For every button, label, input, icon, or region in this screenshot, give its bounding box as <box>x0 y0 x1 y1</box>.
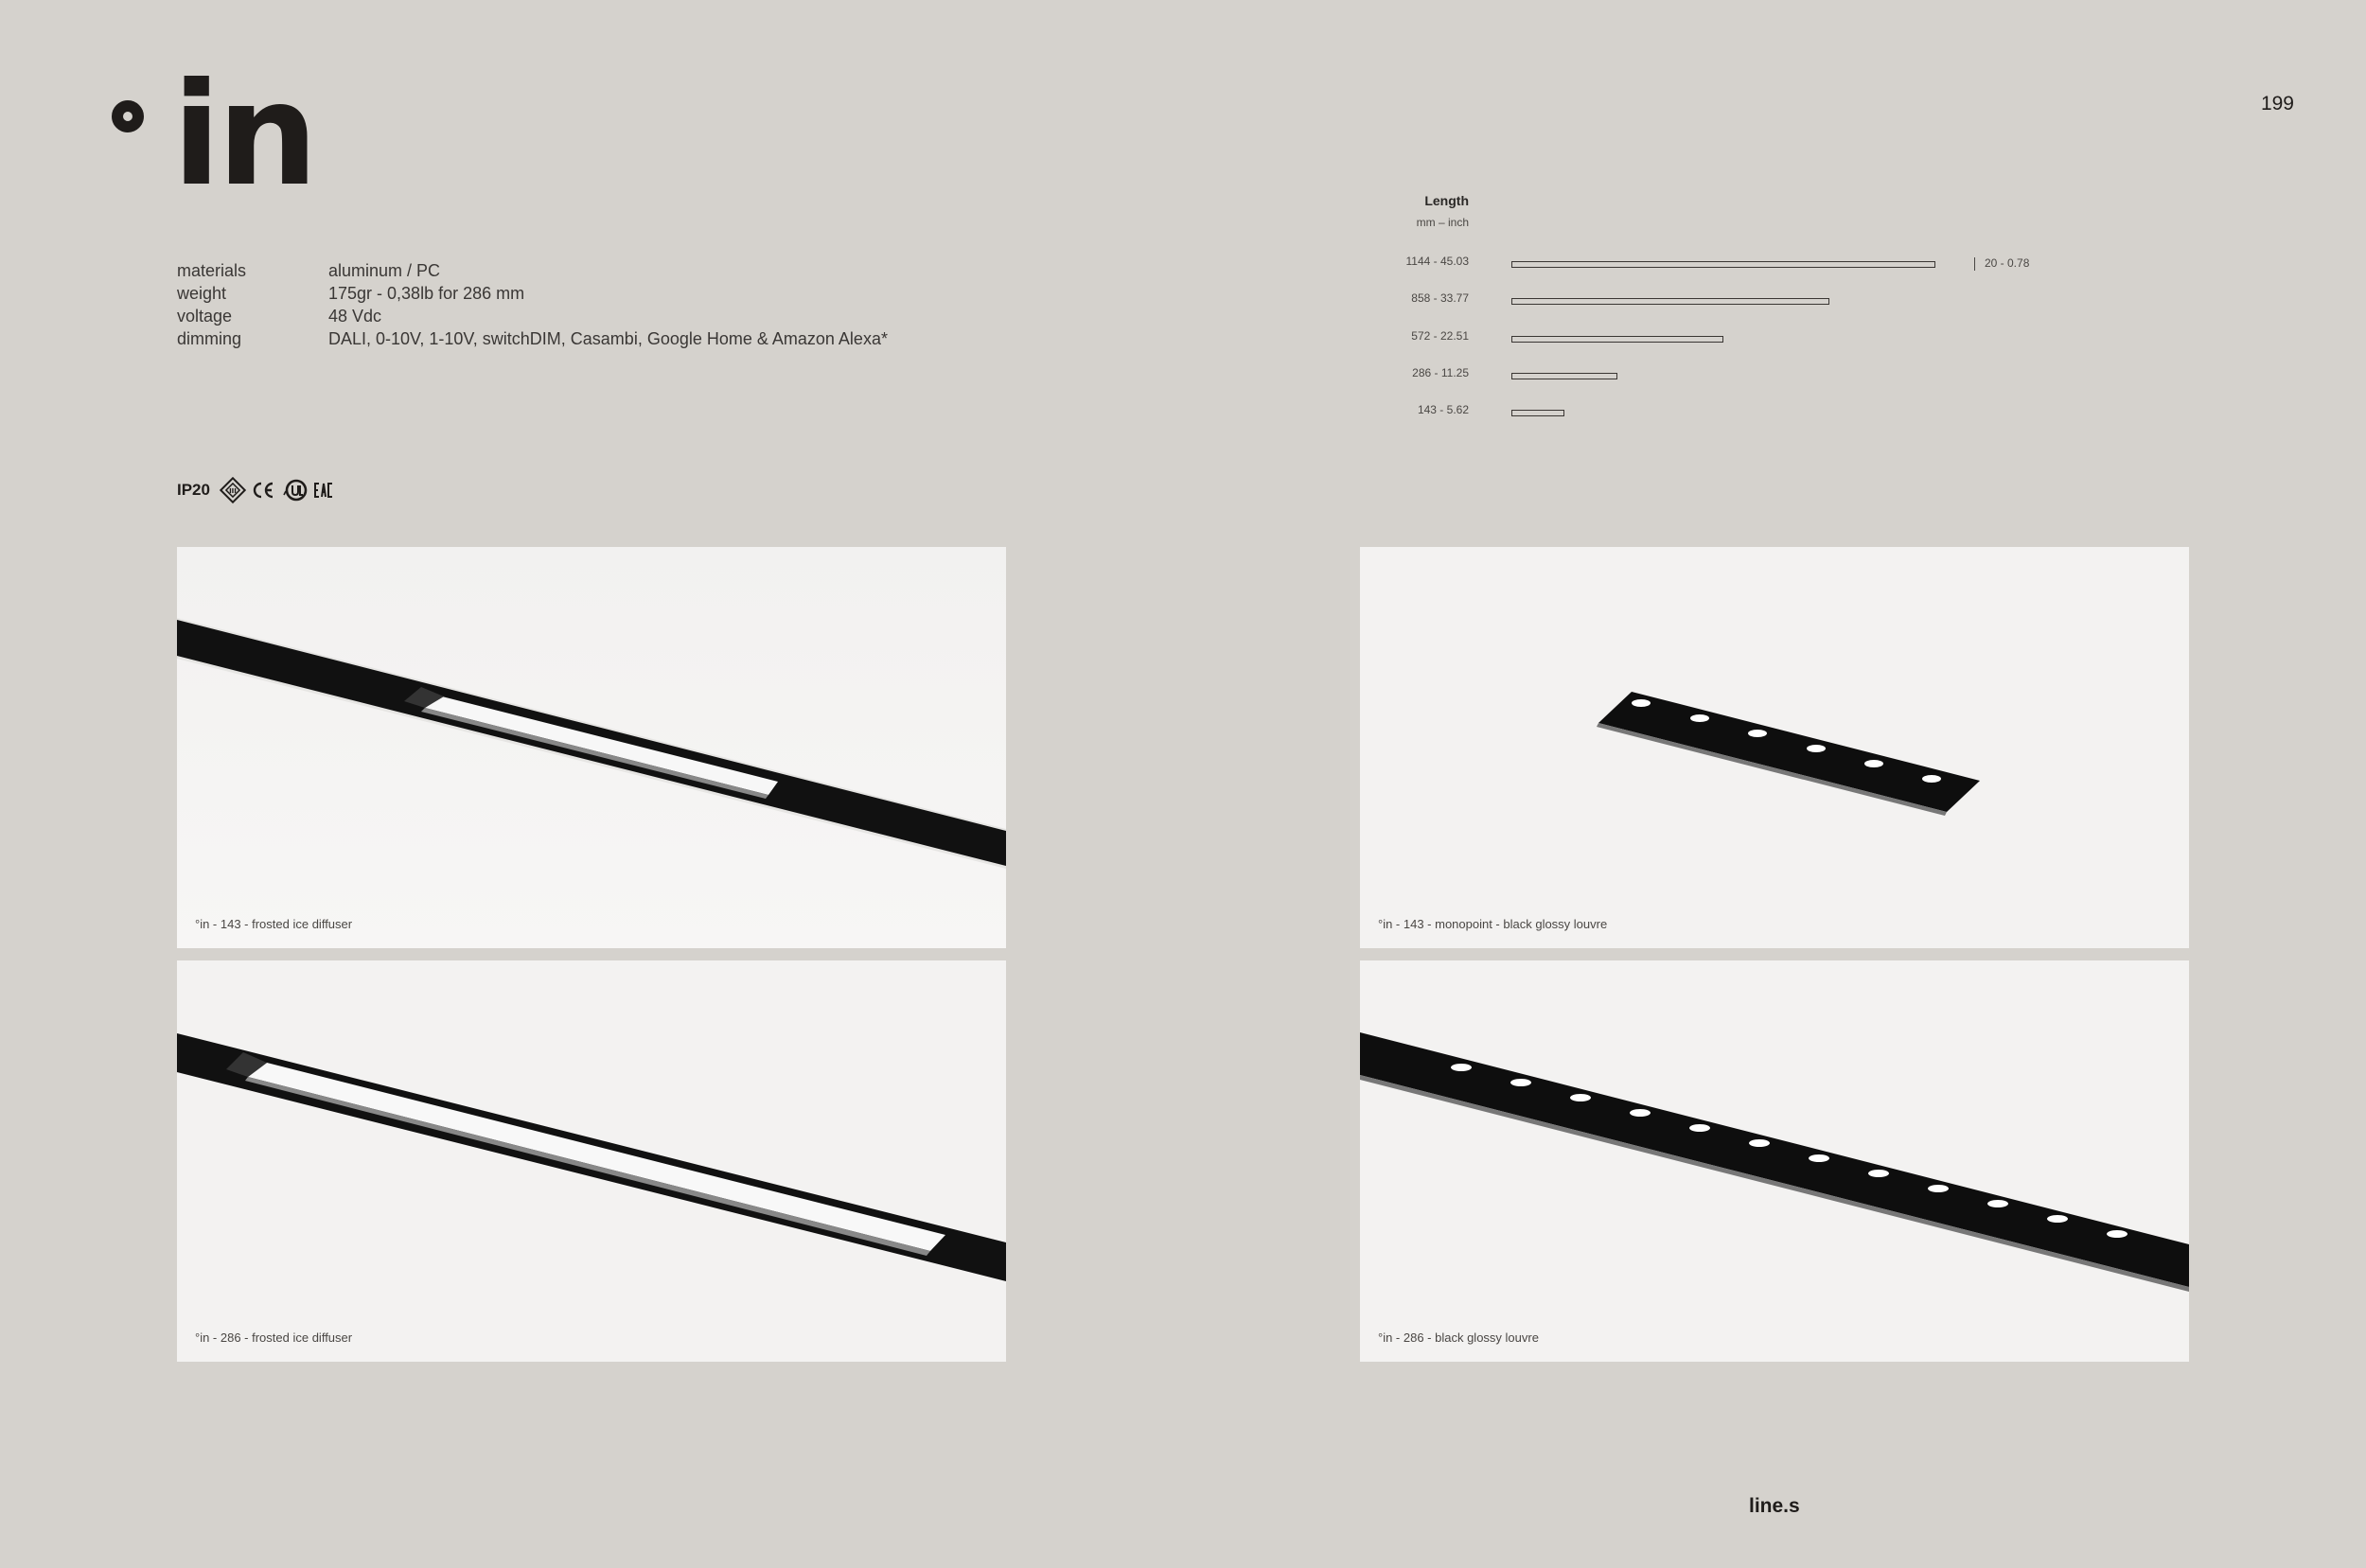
bar-label: 858 - 33.77 <box>1411 291 1469 305</box>
length-bar <box>1511 373 1617 379</box>
bar-label: 286 - 11.25 <box>1412 366 1469 379</box>
chart-unit: mm – inch <box>1416 216 1469 229</box>
length-bar <box>1511 410 1564 416</box>
photo-caption: °in - 143 - monopoint - black glossy louvre <box>1378 917 1608 931</box>
spec-row <box>177 327 888 350</box>
ce-mark-icon <box>252 481 276 500</box>
length-chart <box>1325 187 2082 433</box>
photo-caption: °in - 143 - frosted ice diffuser <box>195 917 353 931</box>
spec-value: 175gr - 0,38lb for 286 mm <box>328 284 525 303</box>
spec-row <box>177 259 888 282</box>
chart-title: Length <box>1424 193 1469 208</box>
svg-text:III: III <box>229 487 237 495</box>
product-photo <box>1360 547 2189 948</box>
spec-row <box>177 282 888 305</box>
logo <box>112 53 315 218</box>
track-frosted-long-illustration <box>177 960 1006 1362</box>
spec-value: aluminum / PC <box>328 261 441 280</box>
spec-label: weight <box>177 284 227 303</box>
footer-brand: line.s <box>1749 1495 1800 1517</box>
length-bar <box>1511 261 1935 268</box>
bar-label: 1144 - 45.03 <box>1405 255 1469 268</box>
spec-label: voltage <box>177 307 233 326</box>
specs-table <box>177 259 888 350</box>
length-bar <box>1511 336 1723 343</box>
degree-mark <box>112 100 144 132</box>
track-frosted-illustration <box>177 547 1006 948</box>
logo-text: in <box>172 53 315 218</box>
product-photo <box>1360 960 2189 1362</box>
ip-rating: IP20 <box>177 481 210 499</box>
louvre-long-illustration <box>1360 960 2189 1362</box>
length-bar <box>1511 298 1829 305</box>
spec-row <box>177 305 888 327</box>
photo-caption: °in - 286 - black glossy louvre <box>1378 1330 1539 1345</box>
photo-caption: °in - 286 - frosted ice diffuser <box>195 1330 353 1345</box>
ul-mark-icon <box>282 478 309 502</box>
height-label: 20 - 0.78 <box>1985 256 2030 270</box>
tick-mark <box>1974 257 1975 271</box>
product-photo <box>177 960 1006 1362</box>
spec-label: dimming <box>177 329 242 348</box>
bar-label: 572 - 22.51 <box>1411 329 1469 343</box>
louvre-short-illustration <box>1360 547 2189 948</box>
spec-value: 48 Vdc <box>328 307 382 326</box>
eac-mark-icon <box>314 482 333 499</box>
bar-label: 143 - 5.62 <box>1417 403 1469 416</box>
spec-label: materials <box>177 261 247 280</box>
page-number: 199 <box>2260 93 2294 115</box>
spec-value: DALI, 0-10V, 1-10V, switchDIM, Casambi, Google Home & Amazon Alexa* <box>328 329 888 348</box>
product-photo <box>177 547 1006 948</box>
led-class-icon <box>220 477 246 503</box>
certifications <box>177 477 333 503</box>
height-annotation <box>1974 256 2029 271</box>
